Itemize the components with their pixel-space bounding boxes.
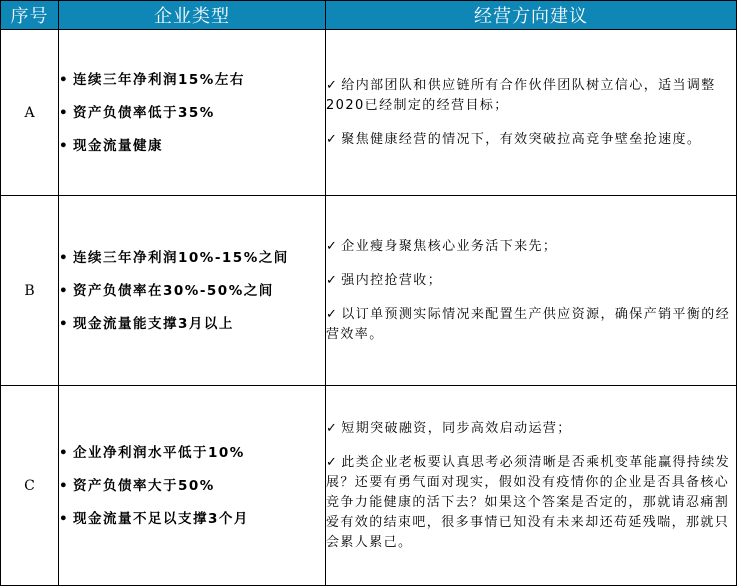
check-icon: ✓ <box>326 454 339 470</box>
type-text: 连续三年净利润10%-15%之间 <box>73 249 289 266</box>
check-icon: ✓ <box>326 77 339 93</box>
type-item <box>59 136 325 156</box>
bullet-icon: • <box>59 282 70 299</box>
company-type-cell <box>59 30 326 196</box>
type-text: 现金流量健康 <box>73 137 163 154</box>
advice-text: 强内控抢营收； <box>341 272 443 288</box>
advice-cell <box>326 386 737 586</box>
table-row-a <box>1 30 737 196</box>
advice-item <box>326 237 736 257</box>
type-item <box>59 314 325 334</box>
check-icon: ✓ <box>326 306 339 322</box>
type-item <box>59 509 325 529</box>
advice-item <box>326 453 736 553</box>
advice-item <box>326 76 736 116</box>
advice-item <box>326 130 736 150</box>
table-row-b <box>1 196 737 386</box>
row-code: C <box>1 386 59 586</box>
advice-text: 企业瘦身聚焦核心业务活下来先； <box>341 238 558 254</box>
header-company-type: 企业类型 <box>59 1 326 30</box>
bullet-icon: • <box>59 510 70 527</box>
bullet-icon: • <box>59 444 70 461</box>
type-text: 现金流量不足以支撑3个月 <box>73 510 249 527</box>
bullet-icon: • <box>59 71 70 88</box>
header-index: 序号 <box>1 1 59 30</box>
check-icon: ✓ <box>326 272 339 288</box>
advice-text: 聚焦健康经营的情况下，有效突破拉高竞争壁垒抢速度。 <box>341 131 702 147</box>
type-text: 企业净利润水平低于10% <box>73 444 245 461</box>
check-icon: ✓ <box>326 420 339 436</box>
bullet-icon: • <box>59 104 70 121</box>
advice-cell <box>326 30 737 196</box>
bullet-icon: • <box>59 477 70 494</box>
type-item <box>59 476 325 496</box>
company-type-cell <box>59 196 326 386</box>
bullet-icon: • <box>59 137 70 154</box>
bullet-icon: • <box>59 249 70 266</box>
type-item <box>59 103 325 123</box>
type-text: 现金流量能支撑3月以上 <box>73 315 234 332</box>
header-advice: 经营方向建议 <box>326 1 737 30</box>
advice-cell <box>326 196 737 386</box>
row-code: B <box>1 196 59 386</box>
check-icon: ✓ <box>326 238 339 254</box>
bullet-icon: • <box>59 315 70 332</box>
advice-text: 给内部团队和供应链所有合作伙伴团队树立信心，适当调整2020已经制定的经营目标； <box>326 77 716 113</box>
row-code: A <box>1 30 59 196</box>
advice-item <box>326 271 736 291</box>
type-item <box>59 70 325 90</box>
advice-text: 以订单预测实际情况来配置生产供应资源，确保产销平衡的经营效率。 <box>326 306 731 342</box>
company-type-cell <box>59 386 326 586</box>
advice-item <box>326 305 736 345</box>
header-row <box>1 1 737 30</box>
type-item <box>59 443 325 463</box>
type-text: 资产负债率在30%-50%之间 <box>73 282 274 299</box>
check-icon: ✓ <box>326 131 339 147</box>
advice-item <box>326 419 736 439</box>
table-row-c <box>1 386 737 586</box>
advice-text: 此类企业老板要认真思考必须清晰是否乘机变革能赢得持续发展？还要有勇气面对现实，假如没有疫情你的企业是否具备核心竞争力能健康的活下去？如果这个答案是否定的，那就请忍痛割爱有效的结束吧，很多事情已知没有未来却还苟延残喘，那就只会累人累己。 <box>326 454 731 550</box>
type-item <box>59 281 325 301</box>
type-text: 资产负债率大于50% <box>73 477 215 494</box>
type-text: 资产负债率低于35% <box>73 104 215 121</box>
type-text: 连续三年净利润15%左右 <box>73 71 245 88</box>
type-item <box>59 248 325 268</box>
advice-text: 短期突破融资，同步高效启动运营； <box>341 420 572 436</box>
